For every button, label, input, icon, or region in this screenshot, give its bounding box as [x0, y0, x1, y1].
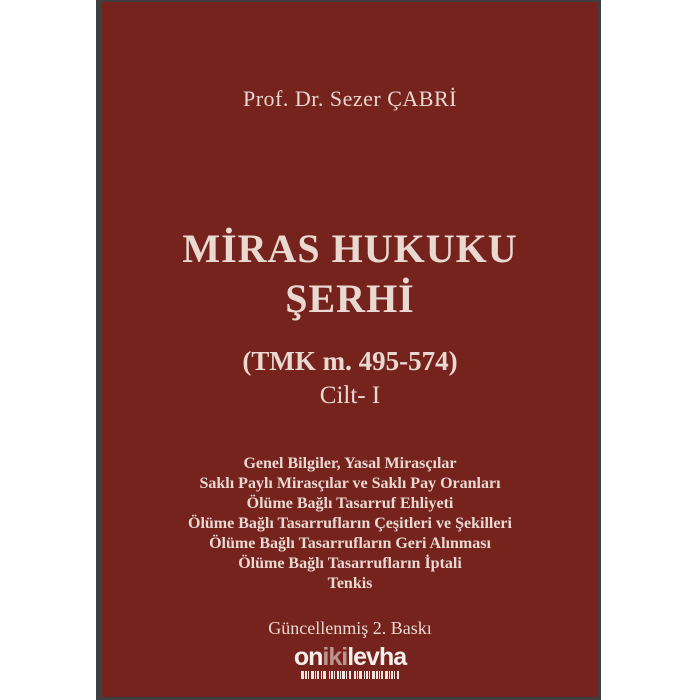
topic-item: Ölüme Bağlı Tasarrufların Çeşitleri ve Şekilleri [188, 515, 512, 532]
barcode-icon [296, 671, 404, 679]
publisher-logo [102, 644, 598, 679]
volume-label: Cilt- I [319, 382, 381, 409]
publisher-logo-part-on: on [293, 643, 323, 671]
book-title [102, 224, 598, 324]
edition-label: Güncellenmiş 2. Baskı [268, 618, 432, 638]
publisher-logo-part-levha: levha [347, 643, 407, 671]
topic-item: Ölüme Bağlı Tasarruf Ehliyeti [246, 495, 454, 512]
topic-item: Ölüme Bağlı Tasarrufların Geri Alınması [209, 535, 491, 552]
publisher-logo-part-iki: iki [322, 643, 348, 671]
book-cover [96, 0, 601, 700]
book-title-line2: ŞERHİ [285, 276, 415, 321]
book-subtitle-article-range: (TMK m. 495-574) [242, 346, 458, 376]
topic-list [102, 454, 598, 594]
book-title-line1: MİRAS HUKUKU [182, 226, 518, 271]
author-name: Prof. Dr. Sezer ÇABRİ [243, 86, 457, 111]
topic-item: Genel Bilgiler, Yasal Mirasçılar [243, 455, 457, 472]
publisher-logo-text [102, 644, 598, 670]
topic-item: Saklı Paylı Mirasçılar ve Saklı Pay Oranları [199, 475, 501, 492]
topic-item: Ölüme Bağlı Tasarrufların İptali [238, 555, 462, 572]
topic-item: Tenkis [327, 575, 373, 592]
